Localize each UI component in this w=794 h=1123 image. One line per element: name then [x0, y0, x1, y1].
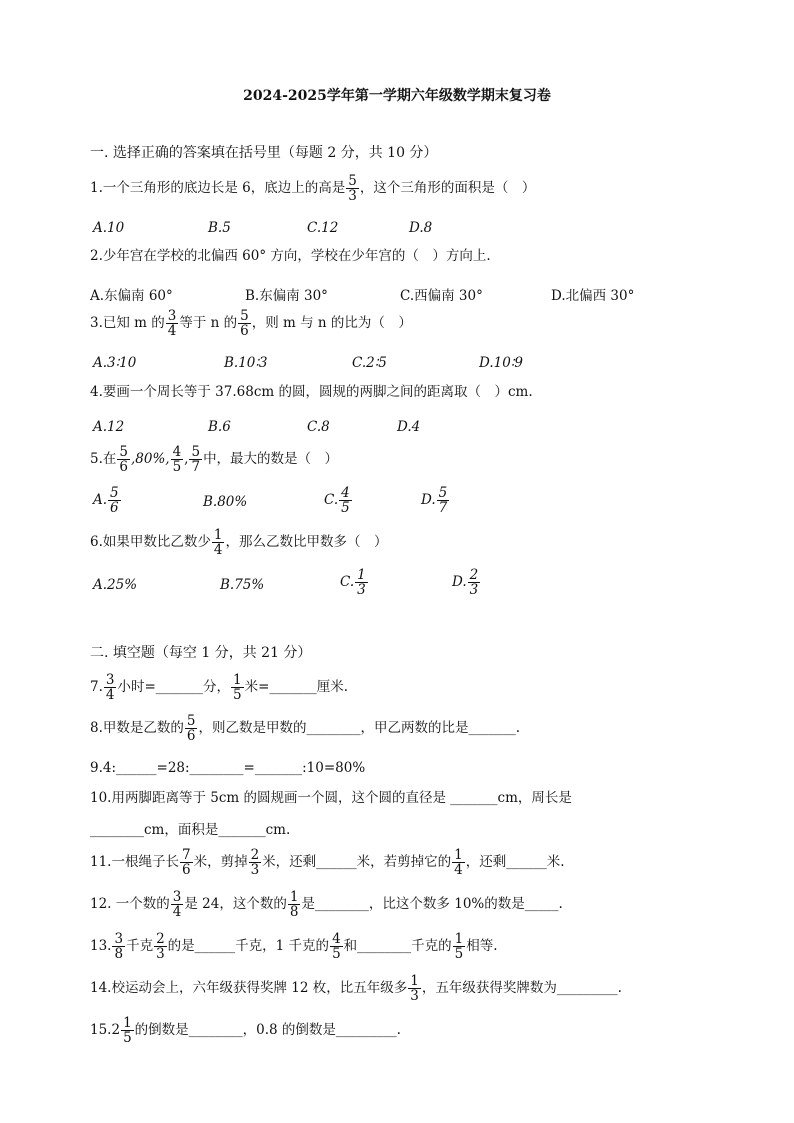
- fraction: $\frac{1}{4}$: [454, 847, 463, 879]
- question-4: 4.要画一个周长等于 37.68cm 的圆，圆规的两脚之间的距离取（ ）cm.: [90, 384, 533, 400]
- fraction: $\frac{5}{6}$: [186, 713, 196, 745]
- question-10-line-1: 10.用两脚距离等于 5cm 的圆规画一个圆，这个圆的直径是 _______cm，周长是: [90, 790, 572, 806]
- q4-option-d: D.4: [397, 419, 421, 435]
- q5-option-c: C. $\frac{4}{5}$: [324, 485, 350, 517]
- q1-option-a: A.10: [93, 220, 125, 236]
- question-11: 11.一根绳子长 $\frac{7}{6}$ 米，剪掉 $\frac{2}{3}$ 米，还剩______米，若剪掉它的 $\frac{1}{4}$ ，还剩______米.: [90, 847, 565, 879]
- question-3: 3.已知 m 的 $\frac{3}{4}$ 等于 n 的 $\frac{5}{6}$ ，则 m 与 n 的比为（ ）: [90, 308, 412, 340]
- q1-option-b: B.5: [208, 220, 231, 236]
- question-1-text-end: ，这个三角形的面积是（ ）: [359, 180, 536, 197]
- question-1-text: 1.一个三角形的底边长是 6，底边上的高是: [90, 180, 346, 197]
- question-9: 9.4:______=28:________=_______:10=80%: [90, 760, 366, 776]
- fraction: $\frac{5}{6}$: [240, 308, 249, 340]
- q3-option-c: C.2∶5: [352, 355, 387, 371]
- section-2-heading: 二. 填空题（每空 1 分，共 21 分）: [90, 645, 312, 661]
- question-2: 2.少年宫在学校的北偏西 60° 方向，学校在少年宫的（ ）方向上.: [90, 248, 491, 264]
- fraction: $\frac{1}{3}$: [410, 973, 419, 1005]
- q3-option-a: A.3∶10: [93, 355, 137, 371]
- fraction: $\frac{1}{4}$: [213, 527, 223, 559]
- q3-option-b: B.10∶3: [224, 355, 268, 371]
- fraction: $\frac{5}{3}$: [348, 173, 357, 205]
- q4-option-c: C.8: [307, 419, 330, 435]
- q2-option-a: A.东偏南 60°: [90, 288, 173, 304]
- fraction: $\frac{2}{3}$: [250, 847, 260, 879]
- fraction: $\frac{3}{4}$: [167, 308, 177, 340]
- question-15: 15.2 $\frac{1}{5}$ 的倒数是________，0.8 的倒数是_________.: [90, 1015, 401, 1047]
- q6-option-a: A.25%: [93, 577, 138, 593]
- mixed-number: 2 $\frac{1}{5}$: [111, 1015, 132, 1047]
- q6-option-b: B.75%: [220, 577, 265, 593]
- fraction: $\frac{7}{6}$: [181, 847, 191, 879]
- question-6: 6.如果甲数比乙数少 $\frac{1}{4}$ ，那么乙数比甲数多（ ）: [90, 527, 388, 559]
- fraction: $\frac{1}{5}$: [233, 672, 242, 704]
- section-1-heading: 一. 选择正确的答案填在括号里（每题 2 分，共 10 分）: [90, 145, 438, 161]
- question-12: 12. 一个数的 $\frac{3}{4}$ 是 24，这个数的 $\frac{1}{8}$ 是________，比这个数多 10%的数是_____.: [90, 889, 563, 921]
- q4-option-a: A.12: [93, 419, 125, 435]
- fraction: $\frac{4}{5}$: [332, 931, 341, 963]
- fraction: $\frac{1}{5}$: [454, 931, 464, 963]
- fraction: $\frac{2}{3}$: [156, 931, 165, 963]
- q5-option-a: A. $\frac{5}{6}$: [93, 485, 119, 517]
- question-14: 14.校运动会上，六年级获得奖牌 12 枚，比五年级多 $\frac{1}{3}$ ，五年级获得奖牌数为_________.: [90, 973, 622, 1005]
- q2-option-c: C.西偏南 30°: [400, 288, 483, 304]
- fraction: $\frac{3}{8}$: [114, 931, 124, 963]
- question-5: 5.在 $\frac{5}{6}$ ,80%, $\frac{4}{5}$ , $\frac{5}{7}$ 中，最大的数是（ ）: [90, 444, 339, 476]
- fraction: $\frac{3}{4}$: [172, 889, 182, 921]
- q1-option-c: C.12: [307, 220, 339, 236]
- fraction: $\frac{4}{5}$: [172, 444, 182, 476]
- q2-option-b: B.东偏南 30°: [245, 288, 328, 304]
- fraction: $\frac{3}{4}$: [105, 672, 115, 704]
- q5-option-d: D. $\frac{5}{7}$: [421, 485, 448, 517]
- q5-option-b: B.80%: [203, 494, 248, 510]
- question-1: [90, 174, 535, 203]
- q2-option-d: D.北偏西 30°: [551, 288, 635, 304]
- q1-option-d: D.8: [409, 220, 433, 236]
- fraction: $\frac{5}{6}$: [119, 444, 128, 476]
- page-title: 2024-2025学年第一学期六年级数学期末复习卷: [243, 88, 551, 104]
- q6-option-c: C. $\frac{1}{3}$: [340, 567, 366, 599]
- q4-option-b: B.6: [208, 419, 231, 435]
- fraction: $\frac{1}{8}$: [289, 889, 299, 921]
- question-7: 7. $\frac{3}{4}$ 小时=_______分， $\frac{1}{5}$ 米=_______厘米.: [90, 672, 348, 704]
- q3-option-d: D.10∶9: [479, 355, 523, 371]
- question-10-line-2: ________cm，面积是_______cm.: [90, 822, 291, 838]
- question-13: 13. $\frac{3}{8}$ 千克 $\frac{2}{3}$ 的是______千克，1 千克的 $\frac{4}{5}$ 和________千克的 $\frac{1}{5}$ 相等.: [90, 931, 498, 963]
- question-8: 8.甲数是乙数的 $\frac{5}{6}$ ，则乙数是甲数的________，甲乙两数的比是_______.: [90, 713, 521, 745]
- q6-option-d: D. $\frac{2}{3}$: [452, 567, 479, 599]
- fraction: $\frac{5}{7}$: [191, 444, 201, 476]
